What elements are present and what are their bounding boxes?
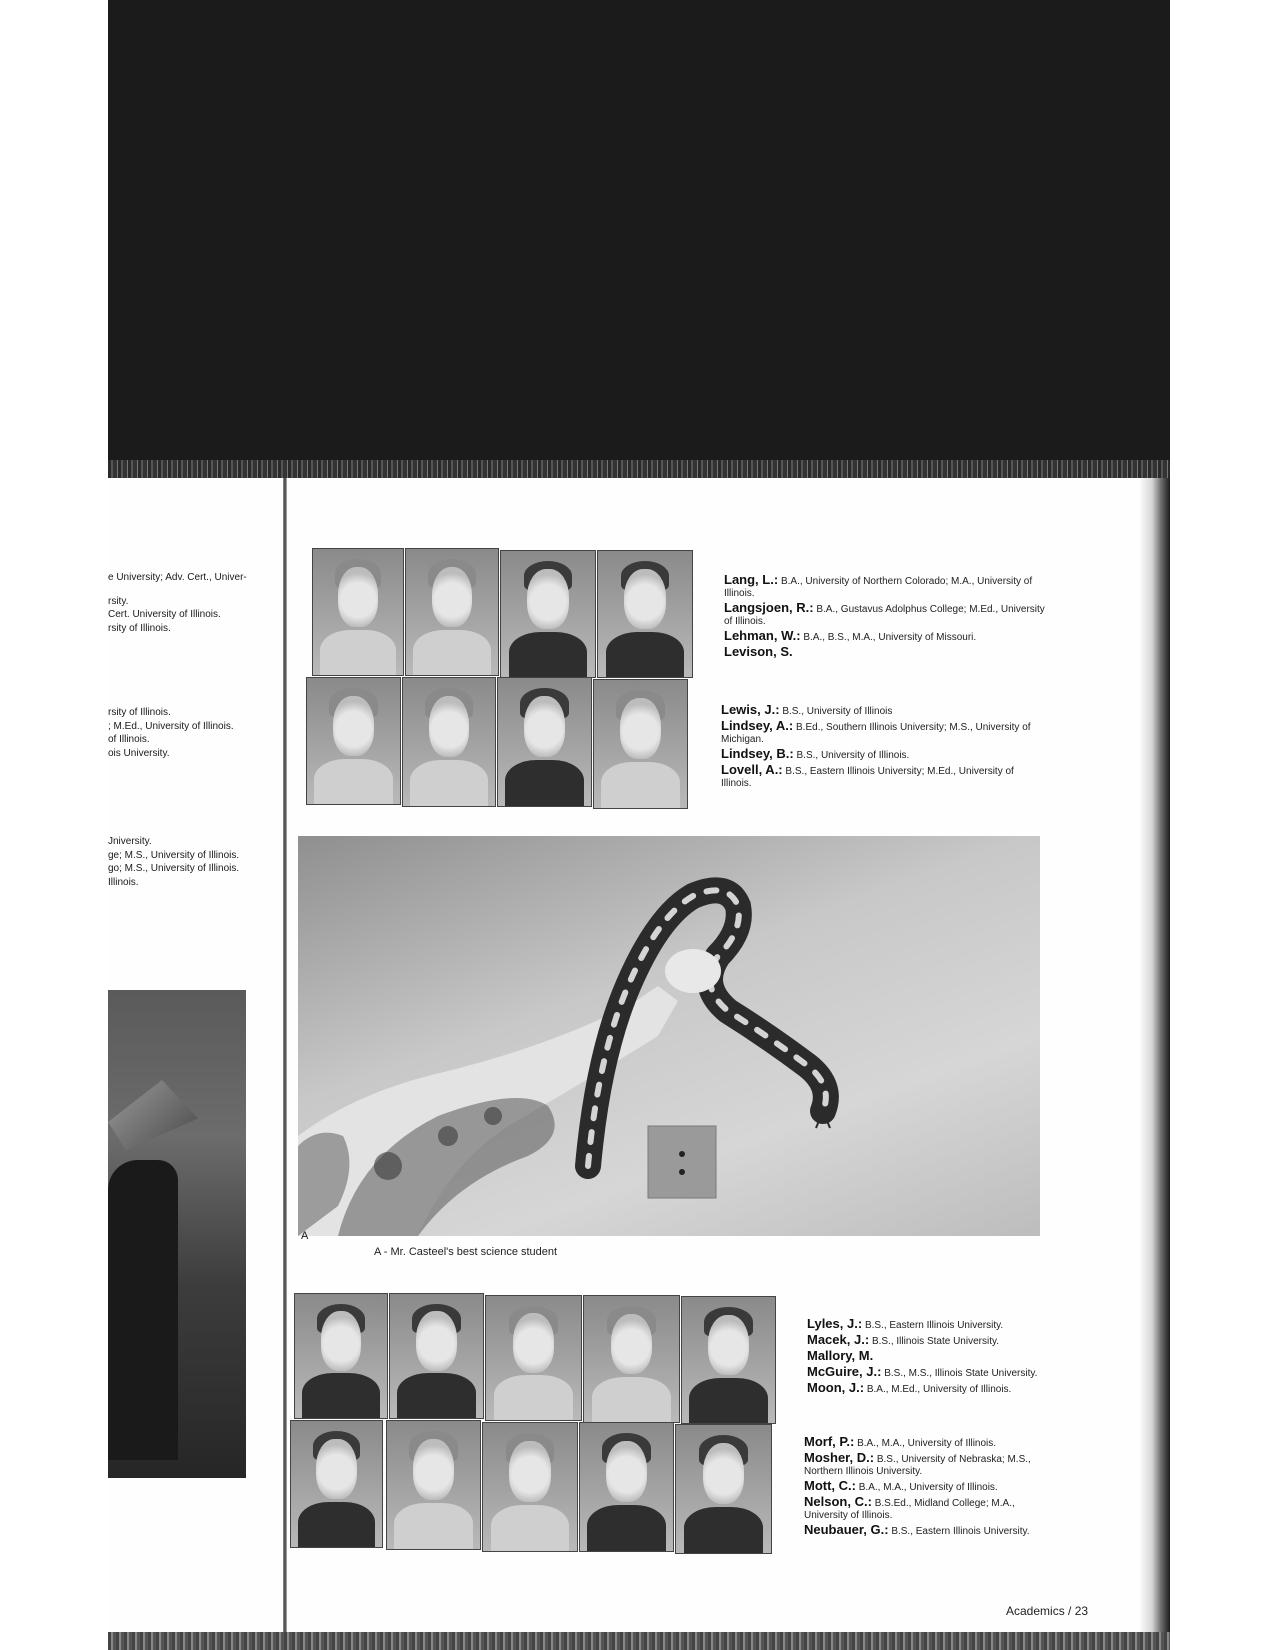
faculty-bios-group-2 — [721, 704, 1043, 792]
faculty-name: Levison, S. — [724, 644, 793, 659]
text-line: ; M.Ed., University of Illinois. — [108, 720, 234, 732]
faculty-name: Lyles, J.: — [807, 1316, 863, 1331]
faculty-name: Lang, L.: — [724, 572, 779, 587]
photo-hat-shape — [108, 1080, 198, 1150]
text-line: e University; Adv. Cert., Univer- — [108, 572, 247, 583]
faculty-name: Moon, J.: — [807, 1380, 865, 1395]
faculty-name: Mott, C.: — [804, 1478, 856, 1493]
faculty-degrees: B.S., University of Nebraska; M.S., Northern Illinois University. — [804, 1454, 1031, 1477]
faculty-name: Lehman, W.: — [724, 628, 801, 643]
page-right-edge — [1140, 478, 1170, 1650]
scan-dark-background — [108, 0, 1170, 478]
faculty-name: Lindsey, B.: — [721, 746, 794, 761]
faculty-portrait — [306, 677, 401, 805]
photo-caption: A - Mr. Casteel's best science student — [374, 1246, 558, 1258]
faculty-portrait — [583, 1295, 680, 1423]
faculty-entry — [724, 646, 1046, 660]
faculty-degrees: B.A., M.Ed., University of Illinois. — [866, 1384, 1012, 1395]
faculty-entry — [807, 1350, 1039, 1364]
faculty-bios-group-3 — [807, 1318, 1039, 1398]
faculty-portrait — [312, 548, 404, 676]
text-line: rsity of Illinois. — [108, 622, 171, 634]
faculty-degrees: B.A., M.A., University of Illinois. — [858, 1482, 998, 1493]
faculty-portrait — [681, 1296, 776, 1424]
faculty-entry — [721, 748, 1043, 762]
faculty-degrees: B.A., M.A., University of Illinois. — [857, 1438, 997, 1449]
faculty-entry — [721, 720, 1043, 746]
faculty-entry — [724, 574, 1046, 600]
faculty-entry — [724, 630, 1046, 644]
text-line: ois University. — [108, 747, 170, 759]
faculty-entry — [804, 1452, 1040, 1478]
left-page-text-block-3 — [108, 835, 283, 889]
faculty-name: Mosher, D.: — [804, 1450, 875, 1465]
faculty-name: Neubauer, G.: — [804, 1522, 889, 1537]
faculty-name: Lindsey, A.: — [721, 718, 794, 733]
faculty-portrait — [597, 550, 693, 678]
faculty-degrees: B.S.Ed., Midland College; M.A., University of Illinois. — [804, 1498, 1015, 1521]
snake-photo-illustration — [298, 836, 1040, 1236]
text-line: go; M.S., University of Illinois. — [108, 863, 240, 874]
faculty-portrait — [579, 1422, 674, 1552]
faculty-entry — [807, 1318, 1039, 1332]
text-line: Cert. University of Illinois. — [108, 609, 221, 620]
faculty-degrees: B.S., M.S., Illinois State University. — [884, 1368, 1038, 1379]
faculty-entry — [804, 1524, 1040, 1538]
faculty-degrees: B.A., B.S., M.A., University of Missouri. — [803, 632, 977, 643]
text-line: rsity. — [108, 595, 129, 607]
faculty-entry — [807, 1366, 1039, 1380]
faculty-degrees: B.S., Eastern Illinois University. — [864, 1320, 1004, 1331]
faculty-portrait — [389, 1293, 484, 1419]
faculty-degrees: B.S., Illinois State University. — [871, 1336, 1000, 1347]
wall-outlet — [648, 1126, 716, 1198]
faculty-portrait — [500, 550, 596, 678]
snake-photo — [298, 836, 1040, 1236]
snake-body — [588, 890, 826, 1166]
left-page-text-block-1 — [108, 571, 283, 635]
faculty-entry — [807, 1382, 1039, 1396]
faculty-name: Langsjoen, R.: — [724, 600, 814, 615]
hand-shape — [665, 949, 721, 993]
faculty-entry — [721, 704, 1043, 718]
faculty-bios-group-1 — [724, 574, 1046, 662]
faculty-portrait — [386, 1420, 481, 1550]
faculty-portrait — [402, 677, 496, 807]
scan-bottom-edge — [108, 1632, 1170, 1650]
faculty-portrait — [593, 679, 688, 809]
faculty-degrees: B.A., Gustavus Adolphus College; M.Ed., University of Illinois. — [724, 604, 1045, 627]
faculty-portrait — [485, 1295, 582, 1421]
faculty-name: Morf, P.: — [804, 1434, 855, 1449]
faculty-degrees: B.S., Eastern Illinois University; M.Ed., University of Illinois. — [721, 766, 1014, 789]
faculty-bios-group-4 — [804, 1436, 1040, 1540]
photo-figure-shape — [108, 1160, 178, 1460]
faculty-portrait — [482, 1422, 578, 1552]
faculty-portrait — [497, 677, 592, 807]
faculty-name: Macek, J.: — [807, 1332, 870, 1347]
faculty-name: Lewis, J.: — [721, 702, 780, 717]
left-page-text-block-2 — [108, 706, 283, 760]
text-line: Jniversity. — [108, 836, 152, 847]
scan-edge-strip — [108, 460, 1170, 480]
faculty-entry — [804, 1436, 1040, 1450]
faculty-entry — [804, 1480, 1040, 1494]
faculty-entry — [724, 602, 1046, 628]
faculty-portrait — [675, 1424, 772, 1554]
faculty-entry — [804, 1496, 1040, 1522]
faculty-degrees: B.Ed., Southern Illinois University; M.S., University of Michigan. — [721, 722, 1031, 745]
faculty-name: McGuire, J.: — [807, 1364, 882, 1379]
text-line: ge; M.S., University of Illinois. — [108, 849, 240, 861]
faculty-entry — [807, 1334, 1039, 1348]
page-footer: Academics / 23 — [1006, 1604, 1089, 1618]
faculty-entry — [721, 764, 1043, 790]
faculty-degrees: B.A., University of Northern Colorado; M.A., University of Illinois. — [724, 576, 1033, 599]
faculty-name: Lovell, A.: — [721, 762, 783, 777]
text-line: of Illinois. — [108, 734, 150, 745]
photo-letter-label: A — [301, 1230, 309, 1242]
faculty-portrait — [290, 1420, 383, 1548]
text-line: rsity of Illinois. — [108, 707, 171, 718]
faculty-degrees: B.S., University of Illinois. — [796, 750, 910, 761]
faculty-name: Nelson, C.: — [804, 1494, 872, 1509]
text-line: Illinois. — [108, 876, 139, 888]
faculty-portrait — [405, 548, 499, 676]
left-page-photo — [108, 990, 246, 1478]
faculty-name: Mallory, M. — [807, 1348, 874, 1363]
faculty-degrees: B.S., Eastern Illinois University. — [891, 1526, 1030, 1537]
faculty-degrees: B.S., University of Illinois — [782, 706, 893, 717]
faculty-portrait — [294, 1293, 388, 1419]
